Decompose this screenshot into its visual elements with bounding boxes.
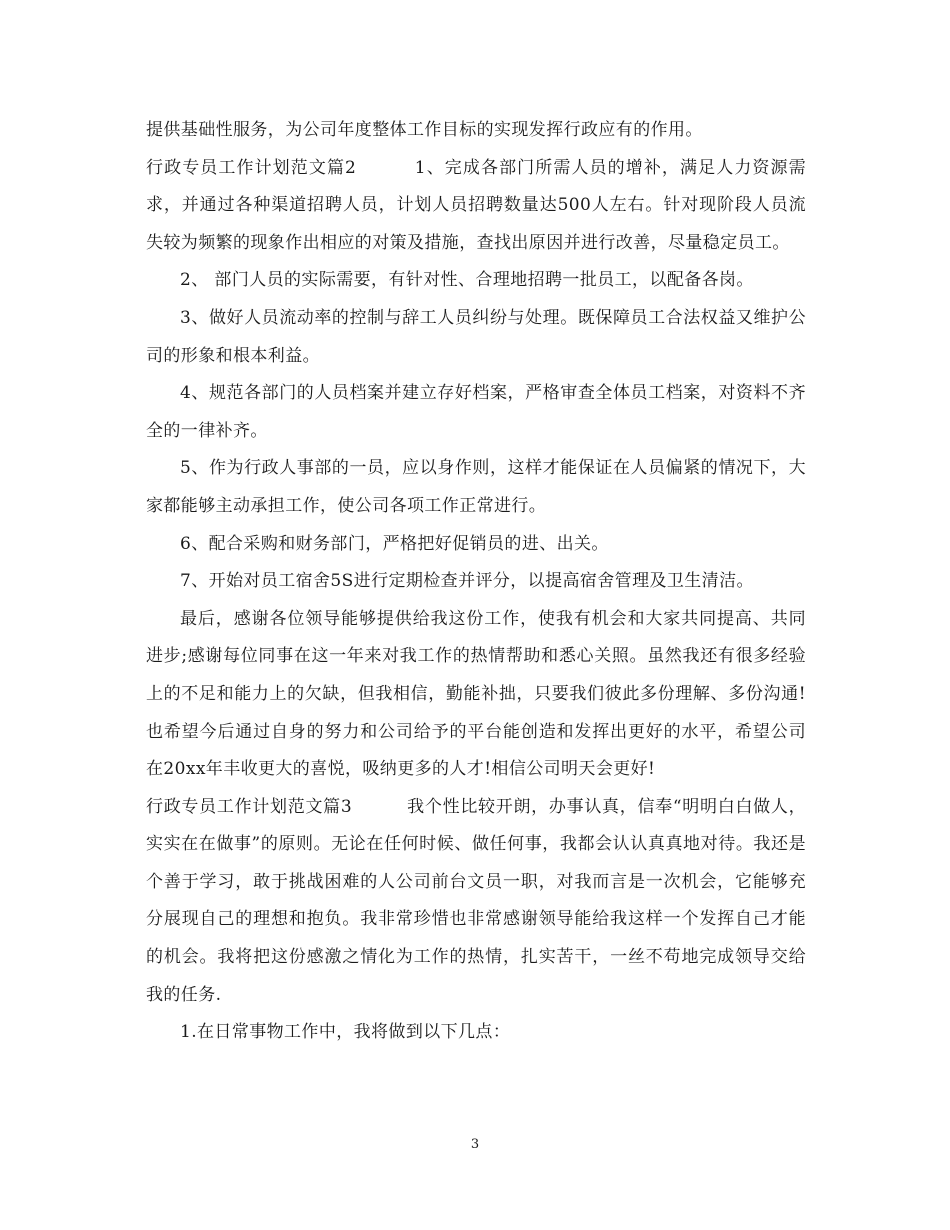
paragraph-item-2 [146, 262, 806, 300]
paragraph-item-5 [146, 450, 806, 525]
paragraph-plan-3 [146, 789, 806, 1015]
paragraph-item-4 [146, 375, 806, 450]
paragraph-text: 4、规范各部门的人员档案并建立存好档案，严格审查全体员工档案，对资料不齐全的一律补齐。 [146, 383, 806, 441]
paragraph-item-3 [146, 300, 806, 375]
paragraph-text: 最后，感谢各位领导能够提供给我这份工作，使我有机会和大家共同提高、共同进步;感谢每位同事在这一年来对我工作的热情帮助和悉心关照。虽然我还有很多经验上的不足和能力上的欠缺，但我相信，勤能补拙，只要我们彼此多份理解、多份沟通!也希望今后通过自身的努力和公司给予的平台能创造和发挥出更好的水平，希望公司在20xx年丰收更大的喜悦，吸纳更多的人才!相信公司明天会更好! [146, 608, 806, 780]
paragraph-item-6 [146, 526, 806, 564]
paragraph-text: 6、配合采购和财务部门，严格把好促销员的进、出关。 [180, 533, 609, 554]
paragraph-closing [146, 601, 806, 789]
document-body [146, 112, 806, 1052]
paragraph-text: 我个性比较开朗，办事认真，信奉“明明白白做人，实实在在做事”的原则。无论在任何时候、做任何事，我都会认认真真地对待。我还是个善于学习，敢于挑战困难的人公司前台文员一职，对我而言是一次机会，它能够充分展现自己的理想和抱负。我非常珍惜也非常感谢领导能给我这样一个发挥自己才能的机会。我将把这份感激之情化为工作的热情，扎实苦干，一丝不苟地完成领导交给我的任务. [146, 796, 807, 1005]
paragraph-daily-work [146, 1014, 806, 1052]
heading-spacer [352, 797, 407, 817]
paragraph-text: 7、开始对员工宿舍5S进行定期检查并评分，以提高宿舍管理及卫生清洁。 [180, 571, 754, 592]
paragraph-text: 3、做好人员流动率的控制与辞工人员纠纷与处理。既保障员工合法权益又维护公司的形象和根本利益。 [146, 307, 806, 366]
paragraph-intro [146, 112, 806, 150]
section-heading-plan-3: 行政专员工作计划范文篇3 [146, 796, 353, 817]
section-heading-plan-2: 行政专员工作计划范文篇2 [146, 157, 357, 178]
heading-spacer [356, 158, 415, 178]
paragraph-text: 1、完成各部门所需人员的增补，满足人力资源需求，并通过各种渠道招聘人员，计划人员招聘数量达500人左右。针对现阶段人员流失较为频繁的现象作出相应的对策及措施，查找出原因并进行改善，尽量稳定员工。 [146, 157, 807, 253]
paragraph-item-7 [146, 563, 806, 601]
paragraph-text: 1.在日常事物工作中，我将做到以下几点： [180, 1022, 511, 1043]
paragraph-plan-2 [146, 150, 806, 263]
paragraph-text: 5、作为行政人事部的一员，应以身作则，这样才能保证在人员偏紧的情况下，大家都能够主动承担工作，使公司各项工作正常进行。 [146, 458, 806, 516]
paragraph-text: 提供基础性服务，为公司年度整体工作目标的实现发挥行政应有的作用。 [146, 120, 703, 140]
paragraph-text: 2、 部门人员的实际需要，有针对性、合理地招聘一批员工，以配备各岗。 [180, 270, 754, 291]
page-number: 3 [470, 1137, 480, 1152]
